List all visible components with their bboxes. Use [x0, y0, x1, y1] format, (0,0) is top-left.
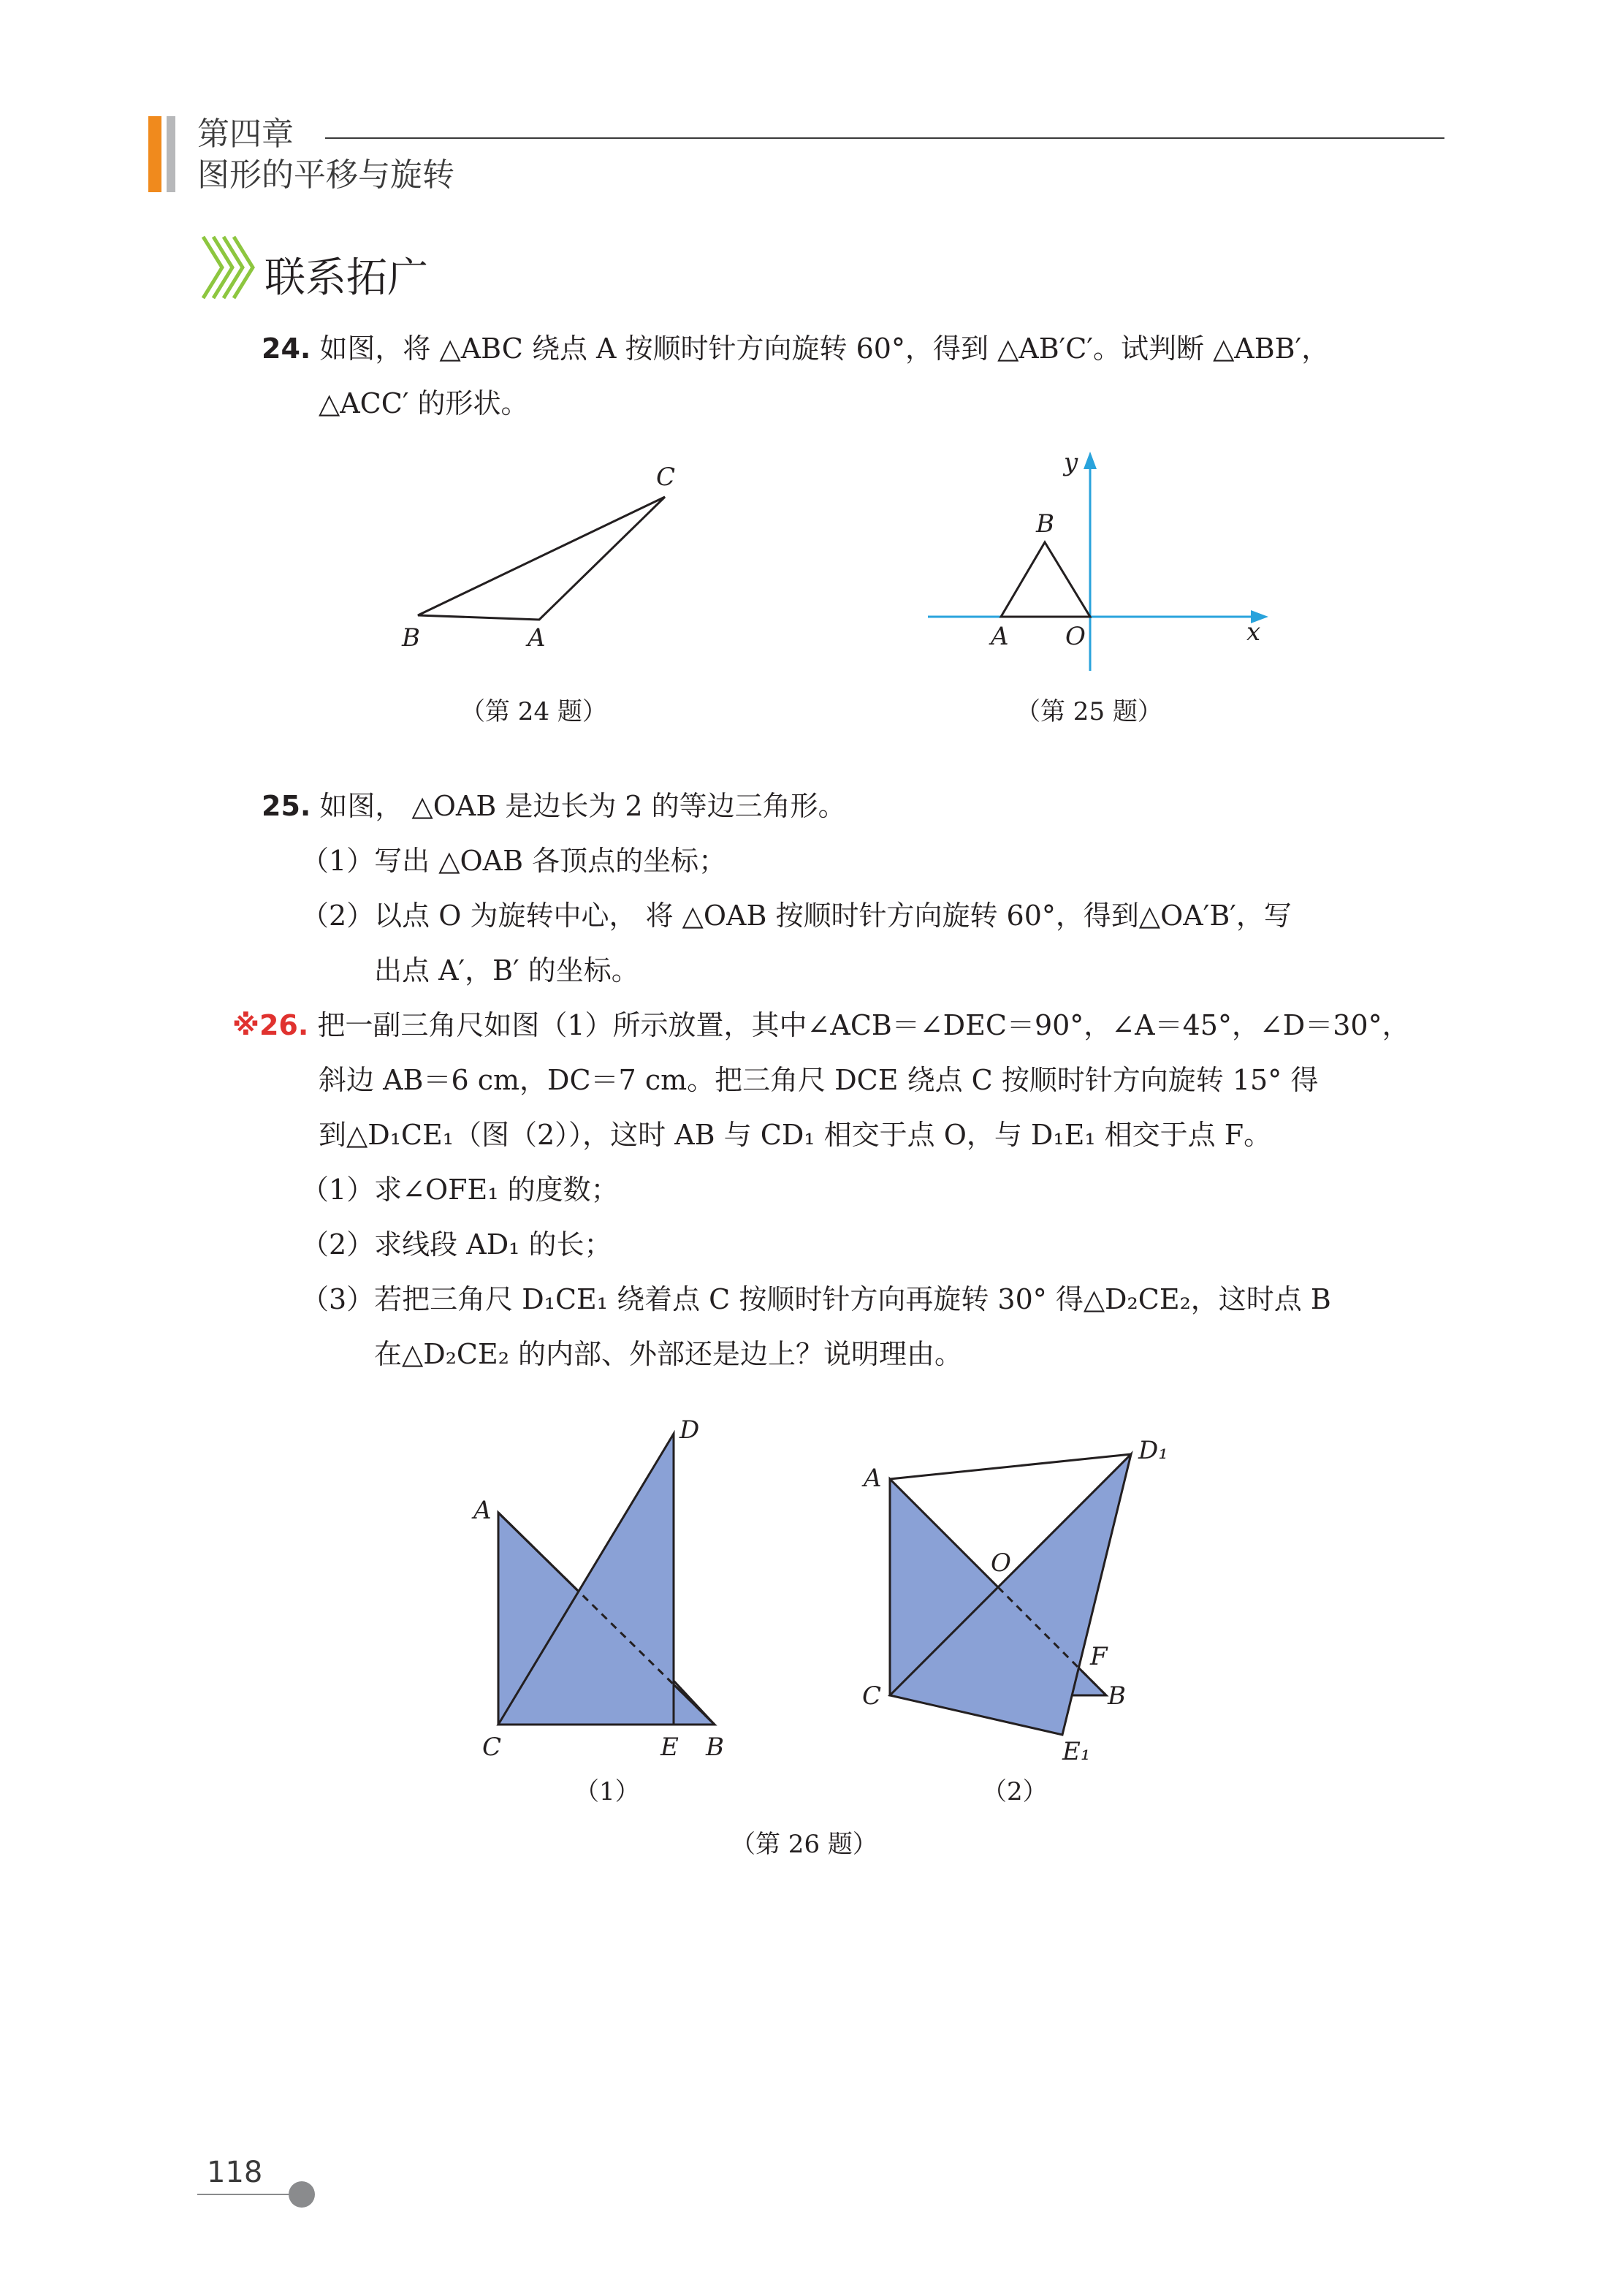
page-dot-icon [289, 2181, 315, 2208]
problem-25-line1 [262, 788, 846, 824]
section-title: 联系拓广 [264, 254, 428, 302]
figure-25 [921, 438, 1286, 680]
problem-24-line2: △ACC′ 的形状。 [319, 387, 529, 419]
triangle-abc [418, 497, 665, 620]
figure-25-caption: （第 25 题） [1016, 697, 1162, 726]
problem-25-sub2b: 出点 A′，B′ 的坐标。 [374, 954, 639, 987]
problem-25-text: 如图， △OAB 是边长为 2 的等边三角形。 [319, 790, 846, 822]
chevron-icon [197, 232, 256, 303]
problem-26-sub3b: 在△D₂CE₂ 的内部、外部还是边上？说明理由。 [374, 1338, 963, 1370]
figure-24-caption: （第 24 题） [460, 697, 607, 726]
figure-24 [387, 460, 701, 665]
label-D1: D₁ [1138, 1436, 1168, 1465]
label-C: C [656, 463, 676, 492]
problem-25-sub1: （1）写出 △OAB 各顶点的坐标； [301, 845, 727, 877]
problem-25-number: 25. [262, 790, 311, 822]
footer-rule [197, 2194, 292, 2195]
problem-24-line1 [262, 330, 1329, 367]
label-A: A [991, 622, 1009, 651]
figure-26-1-caption: （1） [574, 1777, 640, 1806]
problem-26-line2: 斜边 AB＝6 cm，DC＝7 cm。把三角尺 DCE 绕点 C 按顺时针方向旋转 15° 得 [319, 1064, 1319, 1096]
problem-25-sub2a: （2）以点 O 为旋转中心， 将 △OAB 按顺时针方向旋转 60°，得到△OA′B′，写 [301, 900, 1292, 932]
label-B: B [706, 1733, 724, 1762]
label-F: F [1090, 1642, 1108, 1671]
header-rule [325, 137, 1444, 139]
label-A: A [473, 1496, 492, 1525]
problem-26-number: 26. [259, 1009, 309, 1041]
label-C: C [482, 1733, 502, 1762]
figure-26-1 [460, 1418, 753, 1768]
label-A: A [864, 1464, 882, 1493]
label-C: C [862, 1681, 882, 1711]
figure-26-2 [855, 1432, 1198, 1776]
header-accent-bar [148, 116, 161, 192]
figure-26-caption: （第 26 题） [731, 1830, 877, 1859]
page-number: 118 [207, 2156, 263, 2189]
problem-26-line3: 到△D₁CE₁（图（2）），这时 AB 与 CD₁ 相交于点 O，与 D₁E₁ 相交于点 F。 [319, 1119, 1272, 1151]
label-x: x [1246, 617, 1261, 647]
segment-ad1 [890, 1454, 1131, 1479]
problem-24-text: 如图，将 △ABC 绕点 A 按顺时针方向旋转 60°，得到 △AB′C′。试判断 △ABB′， [319, 332, 1330, 365]
chapter-label: 第四章 [197, 115, 294, 153]
problem-26-text: 把一副三角尺如图（1）所示放置，其中∠ACB＝∠DEC＝90°，∠A＝45°，∠D＝30°， [317, 1009, 1410, 1041]
label-A: A [528, 623, 546, 653]
problem-26-line1 [232, 1007, 1410, 1044]
header-accent-bar-gray [167, 116, 175, 192]
label-B: B [1036, 509, 1054, 539]
problem-26-mark: ※ [232, 1009, 259, 1041]
problem-24-number: 24. [262, 332, 311, 365]
label-y: y [1064, 448, 1078, 477]
triangle-oab [1001, 542, 1090, 617]
label-E: E [660, 1733, 679, 1762]
problem-26-sub1: （1）求∠OFE₁ 的度数； [301, 1174, 619, 1206]
y-axis-arrow-icon [1084, 452, 1097, 469]
label-B: B [1108, 1681, 1126, 1711]
label-O: O [991, 1548, 1011, 1578]
problem-26-sub2: （2）求线段 AD₁ 的长； [301, 1228, 612, 1261]
label-D: D [679, 1418, 700, 1445]
label-B: B [402, 623, 420, 653]
label-O: O [1065, 622, 1086, 651]
figure-26-2-caption: （2） [982, 1777, 1048, 1806]
problem-26-sub3a: （3）若把三角尺 D₁CE₁ 绕着点 C 按顺时针方向再旋转 30° 得△D₂CE₂，这时点 B [301, 1283, 1331, 1315]
label-E1: E₁ [1062, 1737, 1091, 1766]
chapter-title: 图形的平移与旋转 [197, 156, 454, 194]
